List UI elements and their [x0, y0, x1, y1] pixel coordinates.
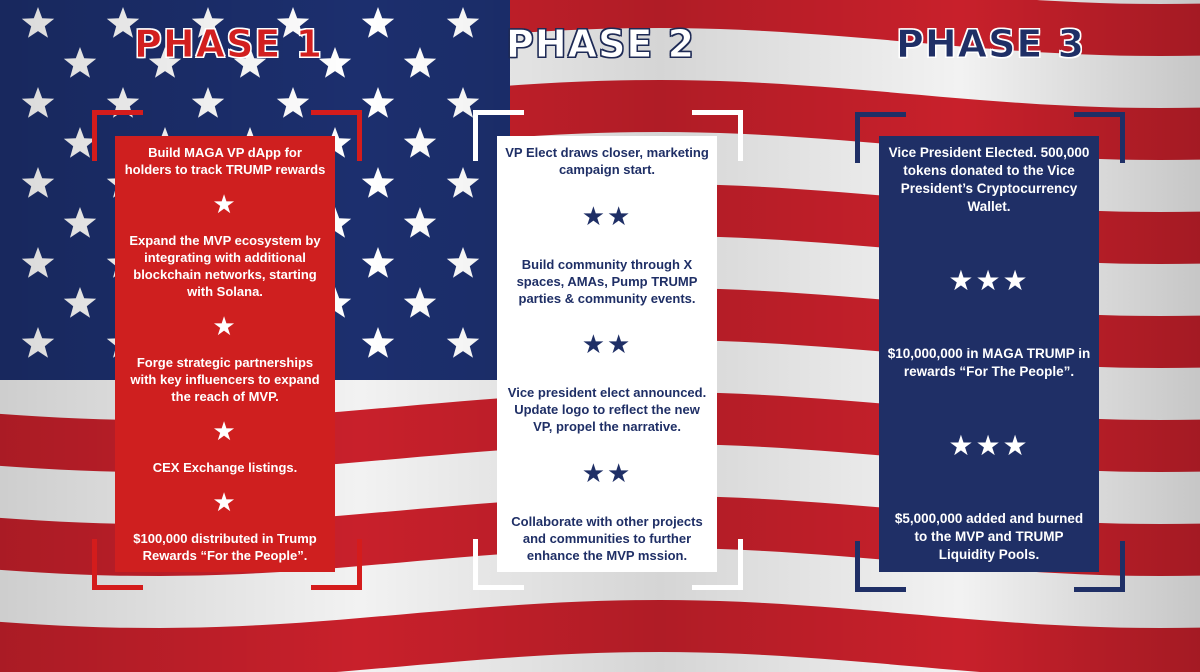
three-stars-icon: ★★★	[948, 263, 1030, 297]
star-icon: ★	[212, 417, 238, 447]
two-stars-icon: ★★	[581, 330, 633, 361]
star-icon: ★	[212, 190, 238, 220]
phase-2-item-3: Vice president elect announced. Update logo to reflect the new VP, propel the narrative.	[507, 385, 707, 435]
star-icon: ★	[212, 312, 238, 342]
phase-1-title: PHASE 1	[134, 22, 324, 66]
phase-1-item-3: Forge strategic partnerships with key influencers to expand the reach of MVP.	[130, 355, 320, 404]
phase-2-item-1: VP Elect draws closer, marketing campaign start.	[505, 145, 709, 177]
star-icon: ★	[212, 488, 238, 518]
two-stars-icon: ★★	[581, 201, 633, 232]
phase-2-panel	[497, 136, 717, 572]
phase-2-item-4: Collaborate with other projects and communities to further enhance the MVP mssion.	[511, 513, 703, 563]
phase-3-item-1: Vice President Elected. 500,000 tokens donated to the Vice President’s Cryptocurrency Wallet.	[888, 145, 1090, 214]
phase-1-item-2: Expand the MVP ecosystem by integrating with additional blockchain networks, starting with Solana.	[129, 233, 321, 299]
phase-2-item-2: Build community through X spaces, AMAs, Pump TRUMP parties & community events.	[516, 256, 698, 306]
phase-3-title: PHASE 3	[896, 22, 1086, 66]
phase-3-item-3: $5,000,000 added and burned to the MVP and TRUMP Liquidity Pools.	[894, 511, 1084, 562]
phase-2-title: PHASE 2	[506, 22, 696, 66]
phase-3-panel	[879, 136, 1099, 572]
phase-1-item-1: Build MAGA VP dApp for holders to track TRUMP rewards	[124, 145, 326, 177]
three-stars-icon: ★★★	[948, 428, 1030, 462]
phase-1-panel	[115, 136, 335, 572]
phase-1-item-5: $100,000 distributed in Trump Rewards “For the People”.	[133, 531, 317, 563]
two-stars-icon: ★★	[581, 459, 633, 490]
phase-3-item-2: $10,000,000 in MAGA TRUMP in rewards “For The People”.	[887, 346, 1091, 379]
phase-1-item-4: CEX Exchange listings.	[152, 460, 298, 475]
